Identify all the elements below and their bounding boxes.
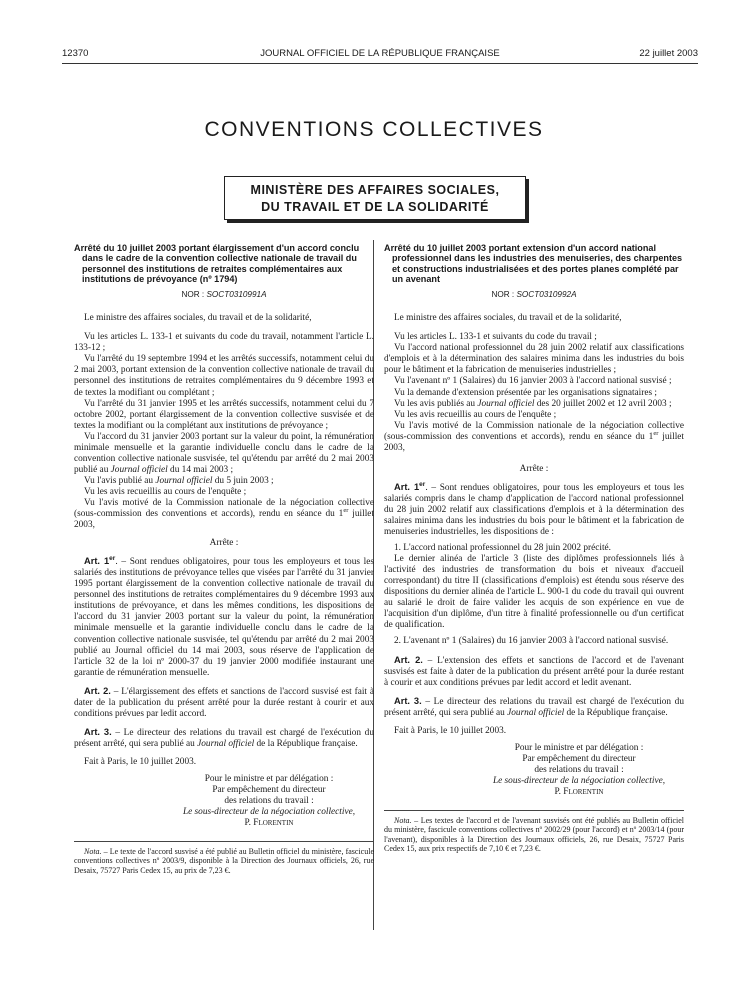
left-art-1 bbox=[74, 556, 374, 679]
right-sign-1: Pour le ministre et par délégation : bbox=[514, 742, 644, 753]
right-item-1-detail: Le dernier alinéa de l'article 3 (liste des diplômes professionnels liés à l'activité des industries de transformation du bois et niveaux d'accueil correspondant) du titre II (classifications d'emplois) est étendu sous réserve des dispositions du dernier alinéa de l'article L. 900-1 du code du travail qui ouvrent au salarié le droit de faire valider les acquis de son expérience en vue de l'acquisition d'un diplôme, d'un titre à finalité professionnelle ou d'un certificat de qualification. bbox=[384, 554, 684, 631]
right-visa-5-text: Vu les avis publiés au bbox=[394, 398, 476, 409]
left-visa-5-text: Vu l'avis publié au bbox=[84, 475, 154, 486]
right-visa-7-tail: juillet 2003, bbox=[384, 431, 684, 453]
journal-name: JOURNAL OFFICIEL DE LA RÉPUBLIQUE FRANÇAISE bbox=[260, 48, 500, 59]
left-nor-code: SOCT0310991A bbox=[206, 290, 267, 300]
right-art-1-sup: er bbox=[419, 480, 426, 488]
right-signature bbox=[474, 743, 684, 798]
right-sign-3: des relations du travail : bbox=[534, 764, 624, 775]
right-item-1: 1. L'accord national professionnel du 28 juin 2002 précité. bbox=[394, 543, 611, 554]
ministry-line-1: MINISTÈRE DES AFFAIRES SOCIALES, bbox=[250, 183, 500, 197]
left-nota-label: Nota. bbox=[84, 846, 102, 856]
left-art-1-text: . – Sont rendues obligatoires, pour tous les employeurs et tous les salariés des institutions de prévoyance telles que visées par l'arrêté du 31 janvier 1995 portant élargissement de la convention collective nationale de travail du personnel des institutions de retraites complémentaires du 9 décembre 1993 aux institutions de prévoyance, et dans les mêmes conditions, les dispositions de l'accord du 31 janvier 2003 portant sur la valeur du point, la rémunération minimale mensuelle et la garantie individuelle conclu dans le cadre de la convention collective nationale susvisée, tel qu'étendu par arrêté du 2 mai 2003 publié au Journal officiel du 14 mai 2003, sous réserve de l'application de l'article 32 de la loi nº 2000-37 du 19 janvier 2000 modifiée instaurant une garantie de rémunération mensuelle. bbox=[74, 557, 375, 678]
right-visa-0: Le ministre des affaires sociales, du travail et de la solidarité, bbox=[394, 313, 622, 324]
left-art-3-jo: Journal officiel bbox=[197, 738, 255, 749]
left-art-3-label: Art. 3. bbox=[84, 726, 112, 737]
right-art-1-num: Art. 1 bbox=[394, 481, 420, 492]
right-art-3-tail: de la République française. bbox=[564, 707, 668, 718]
page-number: 12370 bbox=[62, 48, 89, 59]
left-visa-3: Vu l'arrêté du 31 janvier 1995 et les arrêtés successifs, notamment celui du 7 octobre 2002, portant élargissement de la convention collective susvisée et de textes la modifiant ou la complétant aux institutions de prévoyance ; bbox=[74, 398, 374, 431]
issue-date: 22 juillet 2003 bbox=[639, 48, 698, 59]
right-art-2-label: Art. 2. bbox=[394, 654, 423, 665]
left-art-1-num: Art. 1 bbox=[84, 556, 110, 567]
right-nor-label: NOR : bbox=[491, 290, 515, 300]
right-nota-label: Nota. bbox=[394, 815, 412, 825]
right-nor-code: SOCT0310992A bbox=[516, 290, 577, 300]
right-visa-3: Vu l'avenant nº 1 (Salaires) du 16 janvier 2003 à l'accord national susvisé ; bbox=[394, 376, 672, 387]
page-header bbox=[62, 48, 698, 62]
right-nota-text: – Les textes de l'accord et de l'avenant susvisés ont été publiés au Bulletin officiel du ministère, fascicule conventions collectives nº 2002/29 (pour l'accord) et nº 2003/14 (pour l'avenant), disponibles à la Direction des Journaux officiels, 26, rue Desaix, 75727 Paris Cedex 15, aux prix respectifs de 7,10 € et 7,23 €. bbox=[384, 815, 684, 853]
right-visa-1: Vu les articles L. 133-1 et suivants du code du travail ; bbox=[394, 332, 597, 343]
left-art-3-tail: de la République française. bbox=[254, 738, 358, 749]
right-art-1-text: . – Sont rendues obligatoires, pour tous les employeurs et tous les salariés compris dans le champ d'application de l'accord national professionnel du 28 juin 2002 relatif aux classifications d'emplois et à la détermination des salaires minima dans les industries du bois pour le bâtiment et la fabrication de menuiseries industrielles, les dispositions de : bbox=[384, 482, 685, 538]
left-sign-1: Pour le ministre et par délégation : bbox=[204, 773, 334, 784]
left-visa-2: Vu l'arrêté du 19 septembre 1994 et les arrêtés successifs, notamment celui du 2 mai 2003, portant extension de la convention collective nationale de travail du personnel des institutions de retraites complémentaires du 9 décembre 1993 et de textes la modifiant ou complétant ; bbox=[74, 354, 375, 398]
right-fait: Fait à Paris, le 10 juillet 2003. bbox=[394, 725, 507, 736]
left-art-1-sup: er bbox=[109, 555, 116, 563]
left-nor bbox=[74, 289, 374, 300]
right-visa-7-text: Vu l'avis motivé de la Commission nationale de la négociation collective (sous-commission des conventions et accords), rendu en séance du 1 bbox=[384, 420, 684, 442]
left-art-3-text: – Le directeur des relations du travail est chargé de l'exécution du présent arrêté, qui sera publié au bbox=[74, 727, 374, 749]
right-sign-5: P. Florentin bbox=[554, 786, 604, 797]
right-art-1-label bbox=[394, 482, 425, 492]
right-visa-7-sup: er bbox=[653, 429, 659, 437]
left-art-2-label: Art. 2. bbox=[84, 685, 111, 696]
ministry-line-2: DU TRAVAIL ET DE LA SOLIDARITÉ bbox=[261, 200, 489, 214]
left-nota bbox=[74, 847, 374, 875]
ministry-box bbox=[224, 176, 526, 220]
right-art-1 bbox=[384, 482, 684, 538]
right-column bbox=[384, 243, 684, 853]
right-art-3 bbox=[384, 696, 684, 719]
left-visa-5 bbox=[74, 476, 374, 487]
right-nota-rule bbox=[384, 810, 684, 811]
left-visa-7-text: Vu l'avis motivé de la Commission nationale de la négociation collective (sous-commission des conventions et accords), rendu en séance du 1 bbox=[74, 497, 374, 520]
left-art-3 bbox=[74, 727, 374, 750]
right-art-3-text: – Le directeur des relations du travail est chargé de l'exécution du présent arrêté, qui sera publié au bbox=[384, 696, 684, 718]
left-nota-text: – Le texte de l'accord susvisé a été publié au Bulletin officiel du ministère, fascicule conventions collectives nº 2003/9, disponible à la Direction des Journaux officiels, 26, rue Desaix, 75727 Paris Cedex 15, au prix de 7,23 €. bbox=[74, 846, 374, 875]
right-visa-7 bbox=[384, 421, 684, 454]
right-art-3-label: Art. 3. bbox=[394, 695, 422, 706]
right-visa-5 bbox=[384, 399, 684, 410]
left-art-1-label bbox=[84, 556, 115, 566]
left-visa-5-tail: du 5 juin 2003 ; bbox=[212, 475, 274, 486]
left-visa-7 bbox=[74, 498, 374, 531]
left-signature bbox=[164, 774, 374, 829]
right-visa-6: Vu les avis recueillis au cours de l'enquête ; bbox=[394, 409, 557, 420]
header-rule bbox=[62, 63, 698, 64]
right-nor bbox=[384, 289, 684, 300]
left-visa-4 bbox=[74, 432, 374, 476]
right-arrete: Arrête : bbox=[519, 463, 549, 474]
left-nor-label: NOR : bbox=[181, 290, 205, 300]
left-sign-2: Par empêchement du directeur bbox=[212, 784, 326, 795]
left-column bbox=[74, 243, 374, 875]
left-visa-4-jo: Journal officiel bbox=[110, 464, 168, 475]
left-visa-4-text: Vu l'accord du 31 janvier 2003 portant sur la valeur du point, la rémunération minimale mensuelle et la garantie individuelle conclu dans le cadre de la convention collective nationale susvisée, tel qu'étendu par arrêté du 2 mai 2003 publié au bbox=[74, 431, 374, 475]
right-art-3-jo: Journal officiel bbox=[507, 707, 565, 718]
left-visa-6: Vu les avis recueillis au cours de l'enquête ; bbox=[84, 486, 247, 497]
right-item-2: 2. L'avenant nº 1 (Salaires) du 16 janvier 2003 à l'accord national susvisé. bbox=[394, 636, 669, 647]
left-art-2 bbox=[74, 686, 374, 720]
right-art-2-text: – L'extension des effets et sanctions de l'accord et de l'avenant susvisés est faite à dater de la publication du présent arrêté pour la durée restant à courir et aux conditions prévues par ledit accord et ledit avenant. bbox=[384, 655, 684, 688]
left-visa-5-jo: Journal officiel bbox=[155, 475, 213, 486]
right-decree-title: Arrêté du 10 juillet 2003 portant extension d'un accord national professionnel dans les industries des menuiseries, des charpentes et constructions industrialisées et des portes planes complété par un avenant bbox=[384, 243, 683, 284]
left-visa-0: Le ministre des affaires sociales, du travail et de la solidarité, bbox=[84, 313, 312, 324]
right-nota bbox=[384, 816, 684, 854]
right-sign-4: Le sous-directeur de la négociation collective, bbox=[492, 775, 666, 786]
left-decree-title: Arrêté du 10 juillet 2003 portant élargissement d'un accord conclu dans le cadre de la convention collective nationale de travail du personnel des institutions de retraites complémentaires aux institutions de prévoyance (nº 1794) bbox=[74, 243, 360, 284]
right-art-2 bbox=[384, 655, 684, 689]
left-arrete: Arrête : bbox=[209, 538, 239, 549]
left-visa-7-sup: er bbox=[343, 506, 349, 514]
right-sign-2: Par empêchement du directeur bbox=[522, 753, 636, 764]
left-sign-4: Le sous-directeur de la négociation collective, bbox=[182, 806, 356, 817]
left-fait: Fait à Paris, le 10 juillet 2003. bbox=[84, 756, 197, 767]
left-art-2-text: – L'élargissement des effets et sanctions de l'accord susvisé est fait à dater de la publication du présent arrêté pour la durée restant à courir et aux conditions prévues par ledit accord. bbox=[74, 686, 374, 719]
left-nota-rule bbox=[74, 841, 374, 842]
left-visa-4-tail: du 14 mai 2003 ; bbox=[167, 464, 234, 475]
left-sign-5: P. Florentin bbox=[244, 817, 294, 828]
left-sign-3: des relations du travail : bbox=[224, 795, 314, 806]
right-visa-4: Vu la demande d'extension présentée par les organisations signataires ; bbox=[394, 387, 657, 398]
right-visa-5-tail: des 20 juillet 2002 et 12 avril 2003 ; bbox=[534, 398, 672, 409]
left-visa-7-tail: juillet 2003, bbox=[74, 509, 374, 531]
left-visa-1: Vu les articles L. 133-1 et suivants du code du travail, notamment l'article L. 133-12 ; bbox=[74, 332, 374, 354]
section-title: CONVENTIONS COLLECTIVES bbox=[204, 118, 544, 141]
right-visa-2: Vu l'accord national professionnel du 28 juin 2002 relatif aux classifications d'emplois et à la détermination des salaires minima dans les industries du bois pour le bâtiment et la fabrication de menuiseries industrielles ; bbox=[384, 343, 684, 376]
right-visa-5-jo: Journal officiel bbox=[477, 398, 535, 409]
